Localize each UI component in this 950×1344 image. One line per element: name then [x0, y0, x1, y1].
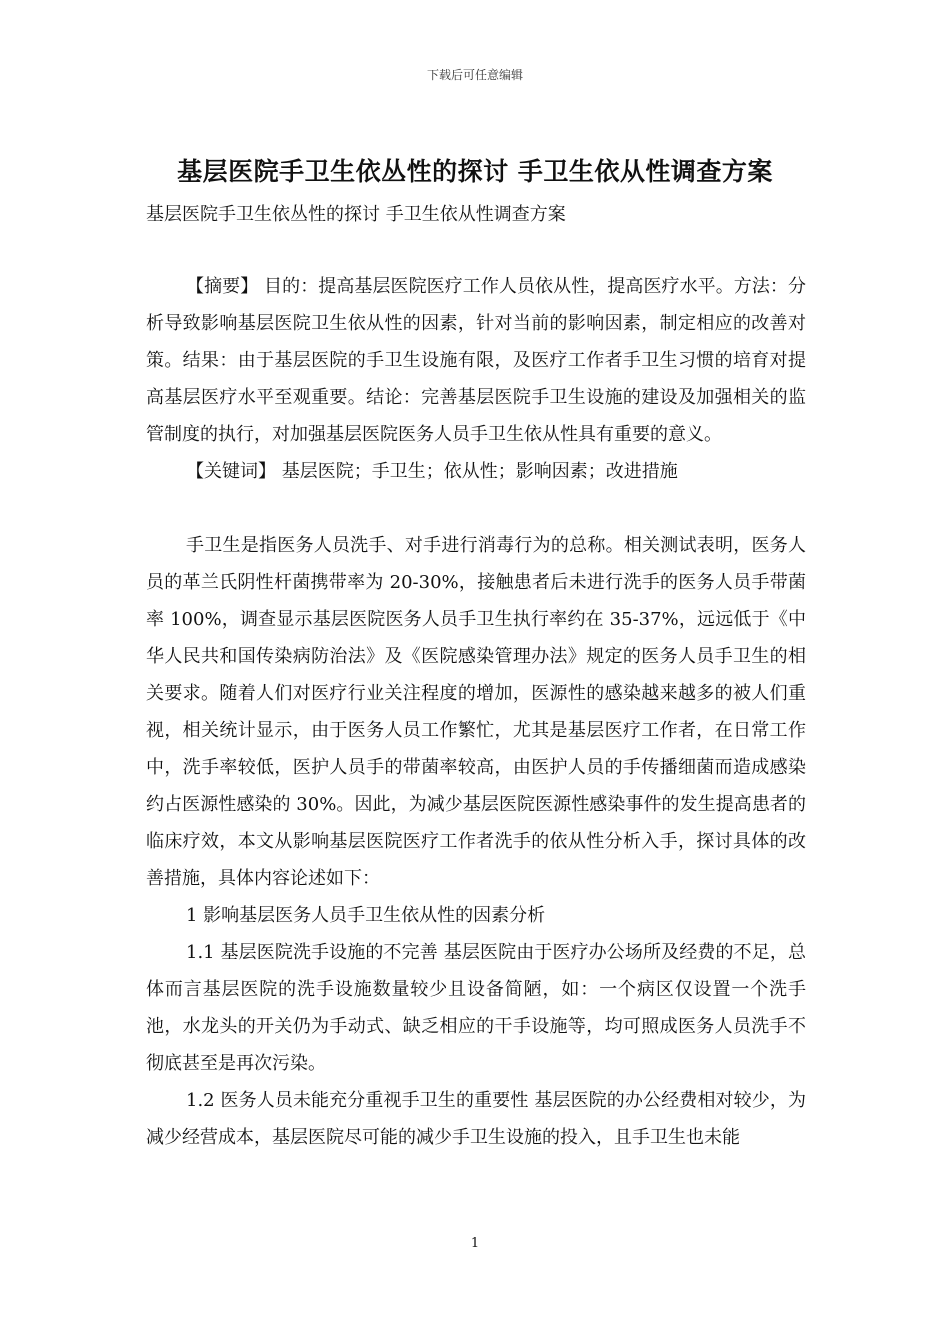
keywords-paragraph: 【关键词】 基层医院；手卫生；依从性；影响因素；改进措施 — [186, 461, 678, 482]
document-body — [146, 268, 806, 1156]
abstract-paragraph: 【摘要】 目的：提高基层医院医疗工作人员依从性，提高医疗水平。方法：分析导致影响基层医院卫生依从性的因素，针对当前的影响因素，制定相应的改善对策。结果：由于基层医院的手卫生设施有限，及医疗工作者手卫生习惯的培育对提高基层医疗水平至观重要。结论：完善基层医院手卫生设施的建设及加强相关的监管制度的执行，对加强基层医院医务人员手卫生依从性具有重要的意义。 — [146, 276, 806, 445]
intro-paragraph: 手卫生是指医务人员洗手、对手进行消毒行为的总称。相关测试表明，医务人员的革兰氏阴性杆菌携带率为 20-30%，接触患者后未进行洗手的医务人员手带菌率 100%，调查显示基层医院医务人员手卫生执行率约在 35-37%，远远低于《中华人民共和国传染病防治法》及《医院感染管理办法》规定的医务人员手卫生的相关要求。随着人们对医疗行业关注程度的增加，医源性的感染越来越多的被人们重视，相关统计显示，由于医务人员工作繁忙，尤其是基层医疗工作者，在日常工作中，洗手率较低，医护人员手的带菌率较高，由医护人员的手传播细菌而造成感染约占医源性感染的 30%。因此，为减少基层医院医源性感染事件的发生提高患者的临床疗效，本文从影响基层医院医疗工作者洗手的依从性分析入手，探讨具体的改善措施，具体内容论述如下： — [146, 535, 806, 889]
page-number: 1 — [470, 1236, 480, 1251]
document-subtitle: 基层医院手卫生依丛性的探讨 手卫生依从性调查方案 — [146, 204, 566, 225]
document-title: 基层医院手卫生依丛性的探讨 手卫生依从性调查方案 — [177, 157, 773, 186]
page-header: 下载后可任意编辑 — [426, 68, 523, 82]
section-1-2-paragraph: 1.2 医务人员未能充分重视手卫生的重要性 基层医院的办公经费相对较少，为减少经营成本，基层医院尽可能的减少手卫生设施的投入，且手卫生也未能 — [146, 1090, 806, 1148]
paragraph-gap — [146, 490, 806, 527]
section-1-1-paragraph: 1.1 基层医院洗手设施的不完善 基层医院由于医疗办公场所及经费的不足，总体而言基层医院的洗手设施数量较少且设备简陋，如：一个病区仅设置一个洗手池，水龙头的开关仍为手动式、缺乏相应的干手设施等，均可照成医务人员洗手不彻底甚至是再次污染。 — [146, 942, 806, 1074]
section-heading-1: 1 影响基层医务人员手卫生依从性的因素分析 — [186, 905, 546, 926]
